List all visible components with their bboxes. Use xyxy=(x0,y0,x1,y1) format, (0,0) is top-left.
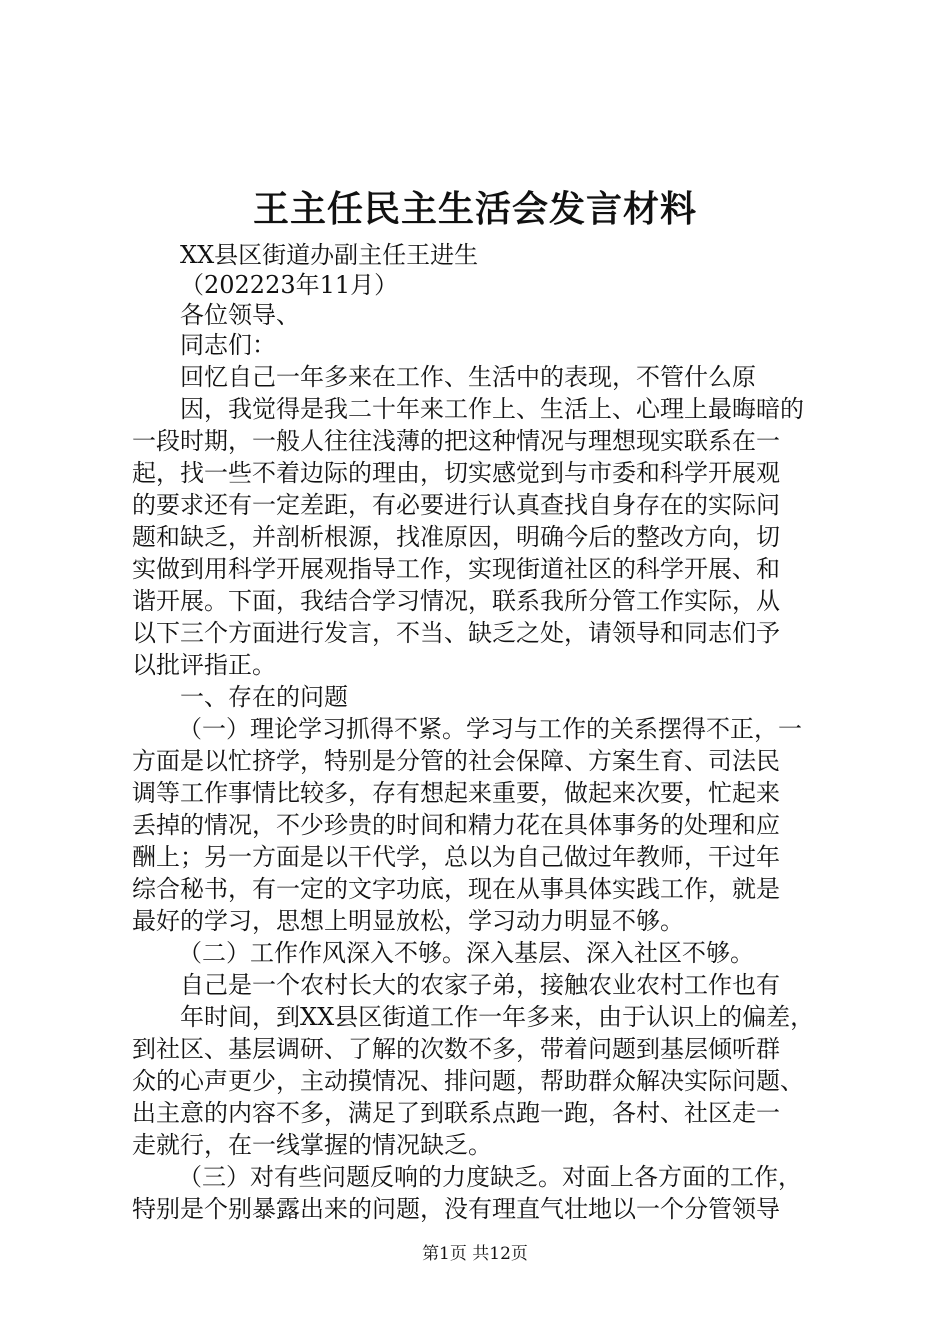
body-line: （202223年11月） xyxy=(180,271,399,299)
body-line: （一）理论学习抓得不紧。学习与工作的关系摆得不正，一 xyxy=(178,715,802,743)
body-line: 以下三个方面进行发言，不当、缺乏之处，请领导和同志们予 xyxy=(132,619,780,647)
body-line: 一、存在的问题 xyxy=(180,683,348,711)
body-line: （二）工作作风深入不够。深入基层、深入社区不够。 xyxy=(178,939,754,967)
body-line: 实做到用科学开展观指导工作，实现街道社区的科学开展、和 xyxy=(132,555,780,583)
body-line: 谐开展。下面，我结合学习情况，联系我所分管工作实际，从 xyxy=(132,587,780,615)
body-line: （三）对有些问题反响的力度缺乏。对面上各方面的工作， xyxy=(178,1163,802,1191)
body-line: 因，我觉得是我二十年来工作上、生活上、心理上最晦暗的 xyxy=(180,395,804,423)
document-title: 王主任民主生活会发言材料 xyxy=(252,189,697,230)
body-line: 自己是一个农村长大的农家子弟，接触农业农村工作也有 xyxy=(180,971,780,999)
body-line: 起，找一些不着边际的理由，切实感觉到与市委和科学开展观 xyxy=(132,459,780,487)
body-line: 题和缺乏，并剖析根源，找准原因，明确今后的整改方向，切 xyxy=(132,523,780,551)
body-line: XX县区街道办副主任王进生 xyxy=(180,241,479,269)
body-line: 酬上；另一方面是以干代学，总以为自己做过年教师，干过年 xyxy=(132,843,780,871)
body-line: 丢掉的情况，不少珍贵的时间和精力花在具体事务的处理和应 xyxy=(132,811,780,839)
body-line: 回忆自己一年多来在工作、生活中的表现，不管什么原 xyxy=(180,363,756,391)
body-line: 走就行，在一线掌握的情况缺乏。 xyxy=(132,1131,492,1159)
body-line: 一段时期，一般人往往浅薄的把这种情况与理想现实联系在一 xyxy=(132,427,780,455)
body-line: 综合秘书，有一定的文字功底，现在从事具体实践工作，就是 xyxy=(132,875,780,903)
page-footer: 第1页 共12页 xyxy=(422,1244,528,1264)
body-line: 特别是个别暴露出来的问题，没有理直气壮地以一个分管领导 xyxy=(132,1195,780,1223)
body-line: 众的心声更少，主动摸情况、排问题，帮助群众解决实际问题、 xyxy=(132,1067,804,1095)
body-line: 方面是以忙挤学，特别是分管的社会保障、方案生育、司法民 xyxy=(132,747,780,775)
body-line: 年时间，到XX县区街道工作一年多来，由于认识上的偏差， xyxy=(180,1003,815,1031)
body-line: 的要求还有一定差距，有必要进行认真查找自身存在的实际问 xyxy=(132,491,780,519)
body-line: 到社区、基层调研、了解的次数不多，带着问题到基层倾听群 xyxy=(132,1035,780,1063)
body-line: 各位领导、 xyxy=(180,301,300,329)
body-line: 以批评指正。 xyxy=(132,651,276,679)
body-line: 调等工作事情比较多，存有想起来重要，做起来次要，忙起来 xyxy=(132,779,780,807)
body-line: 最好的学习，思想上明显放松，学习动力明显不够。 xyxy=(132,907,684,935)
body-line: 同志们： xyxy=(180,331,276,359)
body-line: 出主意的内容不多，满足了到联系点跑一跑，各村、社区走一 xyxy=(132,1099,780,1127)
